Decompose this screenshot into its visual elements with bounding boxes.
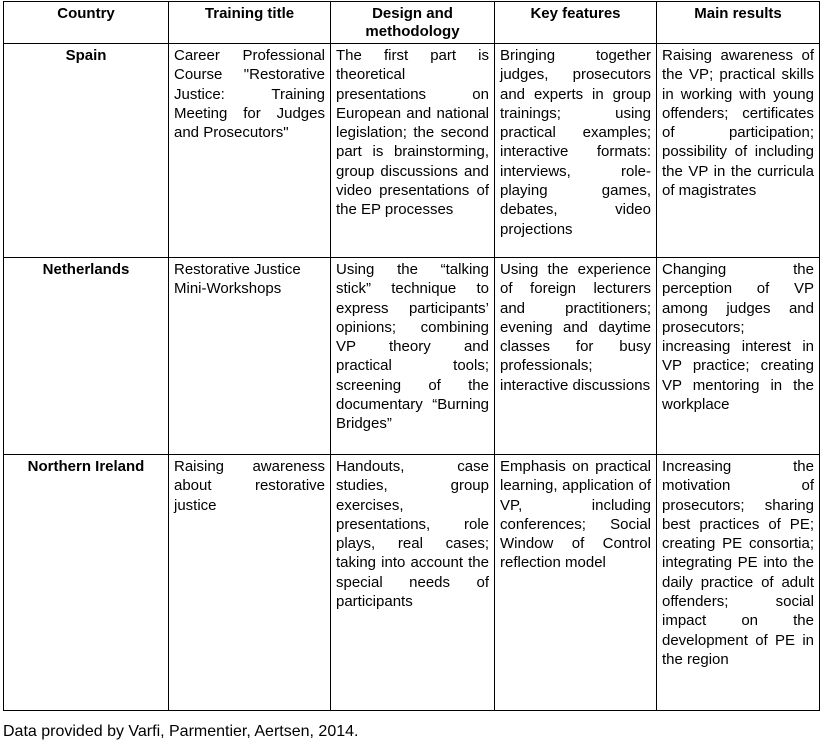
country-cell: Netherlands [4, 258, 169, 455]
header-country: Country [4, 2, 169, 44]
training-title-cell: Raising awareness about restorative justice [169, 455, 331, 711]
source-note: Data provided by Varfi, Parmentier, Aertsen, 2014. [3, 723, 359, 740]
training-title-cell: Restorative Justice Mini-Workshops [169, 258, 331, 455]
header-training-title: Training title [169, 2, 331, 44]
country-cell: Spain [4, 44, 169, 258]
header-key-features: Key features [495, 2, 657, 44]
design-cell: Using the “talking stick” technique to express participants’ opinions; combining VP theory and practical tools; screening of the documentary “Burning Bridges” [331, 258, 495, 455]
header-design-methodology: Design and methodology [331, 2, 495, 44]
design-cell: The first part is theoretical presentations on European and national legislation; the second part is brainstorming, group discussions and video presentations of the EP processes [331, 44, 495, 258]
features-cell: Bringing together judges, prosecutors and experts in group trainings; using practical examples; interactive formats: interviews, role-playing games, debates, video projections [495, 44, 657, 258]
header-main-results: Main results [657, 2, 820, 44]
results-cell: Increasing the motivation of prosecutors; sharing best practices of PE; creating PE consortia; integrating PE into the daily practice of adult offenders; social impact on the development of PE in the region [657, 455, 820, 711]
training-title-cell: Career Professional Course "Restorative Justice: Training Meeting for Judges and Prosecutors" [169, 44, 331, 258]
features-cell: Using the experience of foreign lecturers and practitioners; evening and daytime classes for busy professionals; interactive discussions [495, 258, 657, 455]
table-row [4, 455, 820, 711]
features-cell: Emphasis on practical learning, application of VP, including conferences; Social Window of Control reflection model [495, 455, 657, 711]
results-cell: Changing the perception of VP among judges and prosecutors; increasing interest in VP practice; creating VP mentoring in the workplace [657, 258, 820, 455]
header-row [4, 2, 820, 44]
results-cell: Raising awareness of the VP; practical skills in working with young offenders; certificates of participation; possibility of including the VP in the curricula of magistrates [657, 44, 820, 258]
table-row [4, 44, 820, 258]
comparison-table [3, 1, 820, 711]
table-row [4, 258, 820, 455]
country-cell: Northern Ireland [4, 455, 169, 711]
design-cell: Handouts, case studies, group exercises, presentations, role plays, real cases; taking into account the special needs of participants [331, 455, 495, 711]
